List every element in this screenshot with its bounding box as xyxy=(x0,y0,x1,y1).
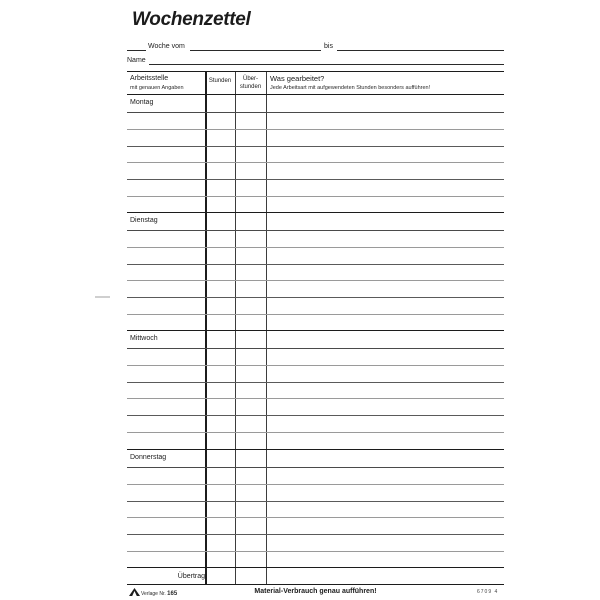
carryover-row[interactable] xyxy=(127,568,504,584)
column-header-worksite: Arbeitsstelle xyxy=(130,75,169,82)
day-label: Dienstag xyxy=(130,217,158,224)
overtime-line2: stunden xyxy=(239,84,262,90)
ruled-line xyxy=(127,467,504,468)
publisher-name: Verlage Nr. xyxy=(141,591,166,597)
ruled-line xyxy=(127,551,504,552)
ruled-line xyxy=(127,196,504,197)
overtime-line1: Über- xyxy=(242,76,258,82)
page-title: Wochenzettel xyxy=(132,9,251,30)
print-code: 6709 4 xyxy=(477,589,499,595)
ruled-line xyxy=(127,348,504,349)
ruled-line xyxy=(127,365,504,366)
week-prefix-line[interactable] xyxy=(127,50,146,51)
fold-mark xyxy=(95,296,110,298)
ruled-line xyxy=(127,264,504,265)
ruled-line xyxy=(127,179,504,180)
week-from-label: Woche vom xyxy=(148,43,185,50)
ruled-line xyxy=(127,517,504,518)
day-block-montag[interactable] xyxy=(127,95,504,213)
column-header-overtime xyxy=(235,75,266,91)
column-header-work: Was gearbeitet? xyxy=(270,74,325,83)
ruled-line xyxy=(127,162,504,163)
week-to-line[interactable] xyxy=(337,50,504,51)
ruled-line xyxy=(127,484,504,485)
day-label: Donnerstag xyxy=(130,454,167,461)
ruled-line xyxy=(127,534,504,535)
ruled-line xyxy=(127,146,504,147)
week-from-line[interactable] xyxy=(190,50,321,51)
day-label: Mittwoch xyxy=(130,335,158,342)
ruled-line xyxy=(127,501,504,502)
column-header-worksite-sub: mit genauen Angaben xyxy=(130,85,184,91)
form-number: 165 xyxy=(167,591,178,597)
column-header-hours: Stunden xyxy=(208,78,232,84)
day-block-dienstag[interactable] xyxy=(127,213,504,331)
day-block-donnerstag[interactable] xyxy=(127,450,504,568)
carryover-label: Übertrag xyxy=(177,573,205,580)
week-to-label: bis xyxy=(324,43,333,50)
form-footer xyxy=(0,586,600,600)
ruled-line xyxy=(127,382,504,383)
name-line[interactable] xyxy=(149,64,504,65)
day-label: Montag xyxy=(130,99,154,106)
ruled-line xyxy=(127,112,504,113)
ruled-line xyxy=(127,129,504,130)
ruled-line xyxy=(127,297,504,298)
timesheet-table xyxy=(127,71,504,585)
ruled-line xyxy=(127,432,504,433)
ruled-line xyxy=(127,398,504,399)
name-label: Name xyxy=(127,57,146,64)
ruled-line xyxy=(127,314,504,315)
ruled-line xyxy=(127,230,504,231)
day-block-mittwoch[interactable] xyxy=(127,331,504,450)
ruled-line xyxy=(127,280,504,281)
ruled-line xyxy=(127,415,504,416)
column-header-work-sub: Jede Arbeitsart mit aufgewendeten Stunden besonders aufführen! xyxy=(270,85,431,91)
table-header xyxy=(127,72,504,95)
ruled-line xyxy=(127,247,504,248)
material-notice: Material-Verbrauch genau aufführen! xyxy=(254,588,377,595)
